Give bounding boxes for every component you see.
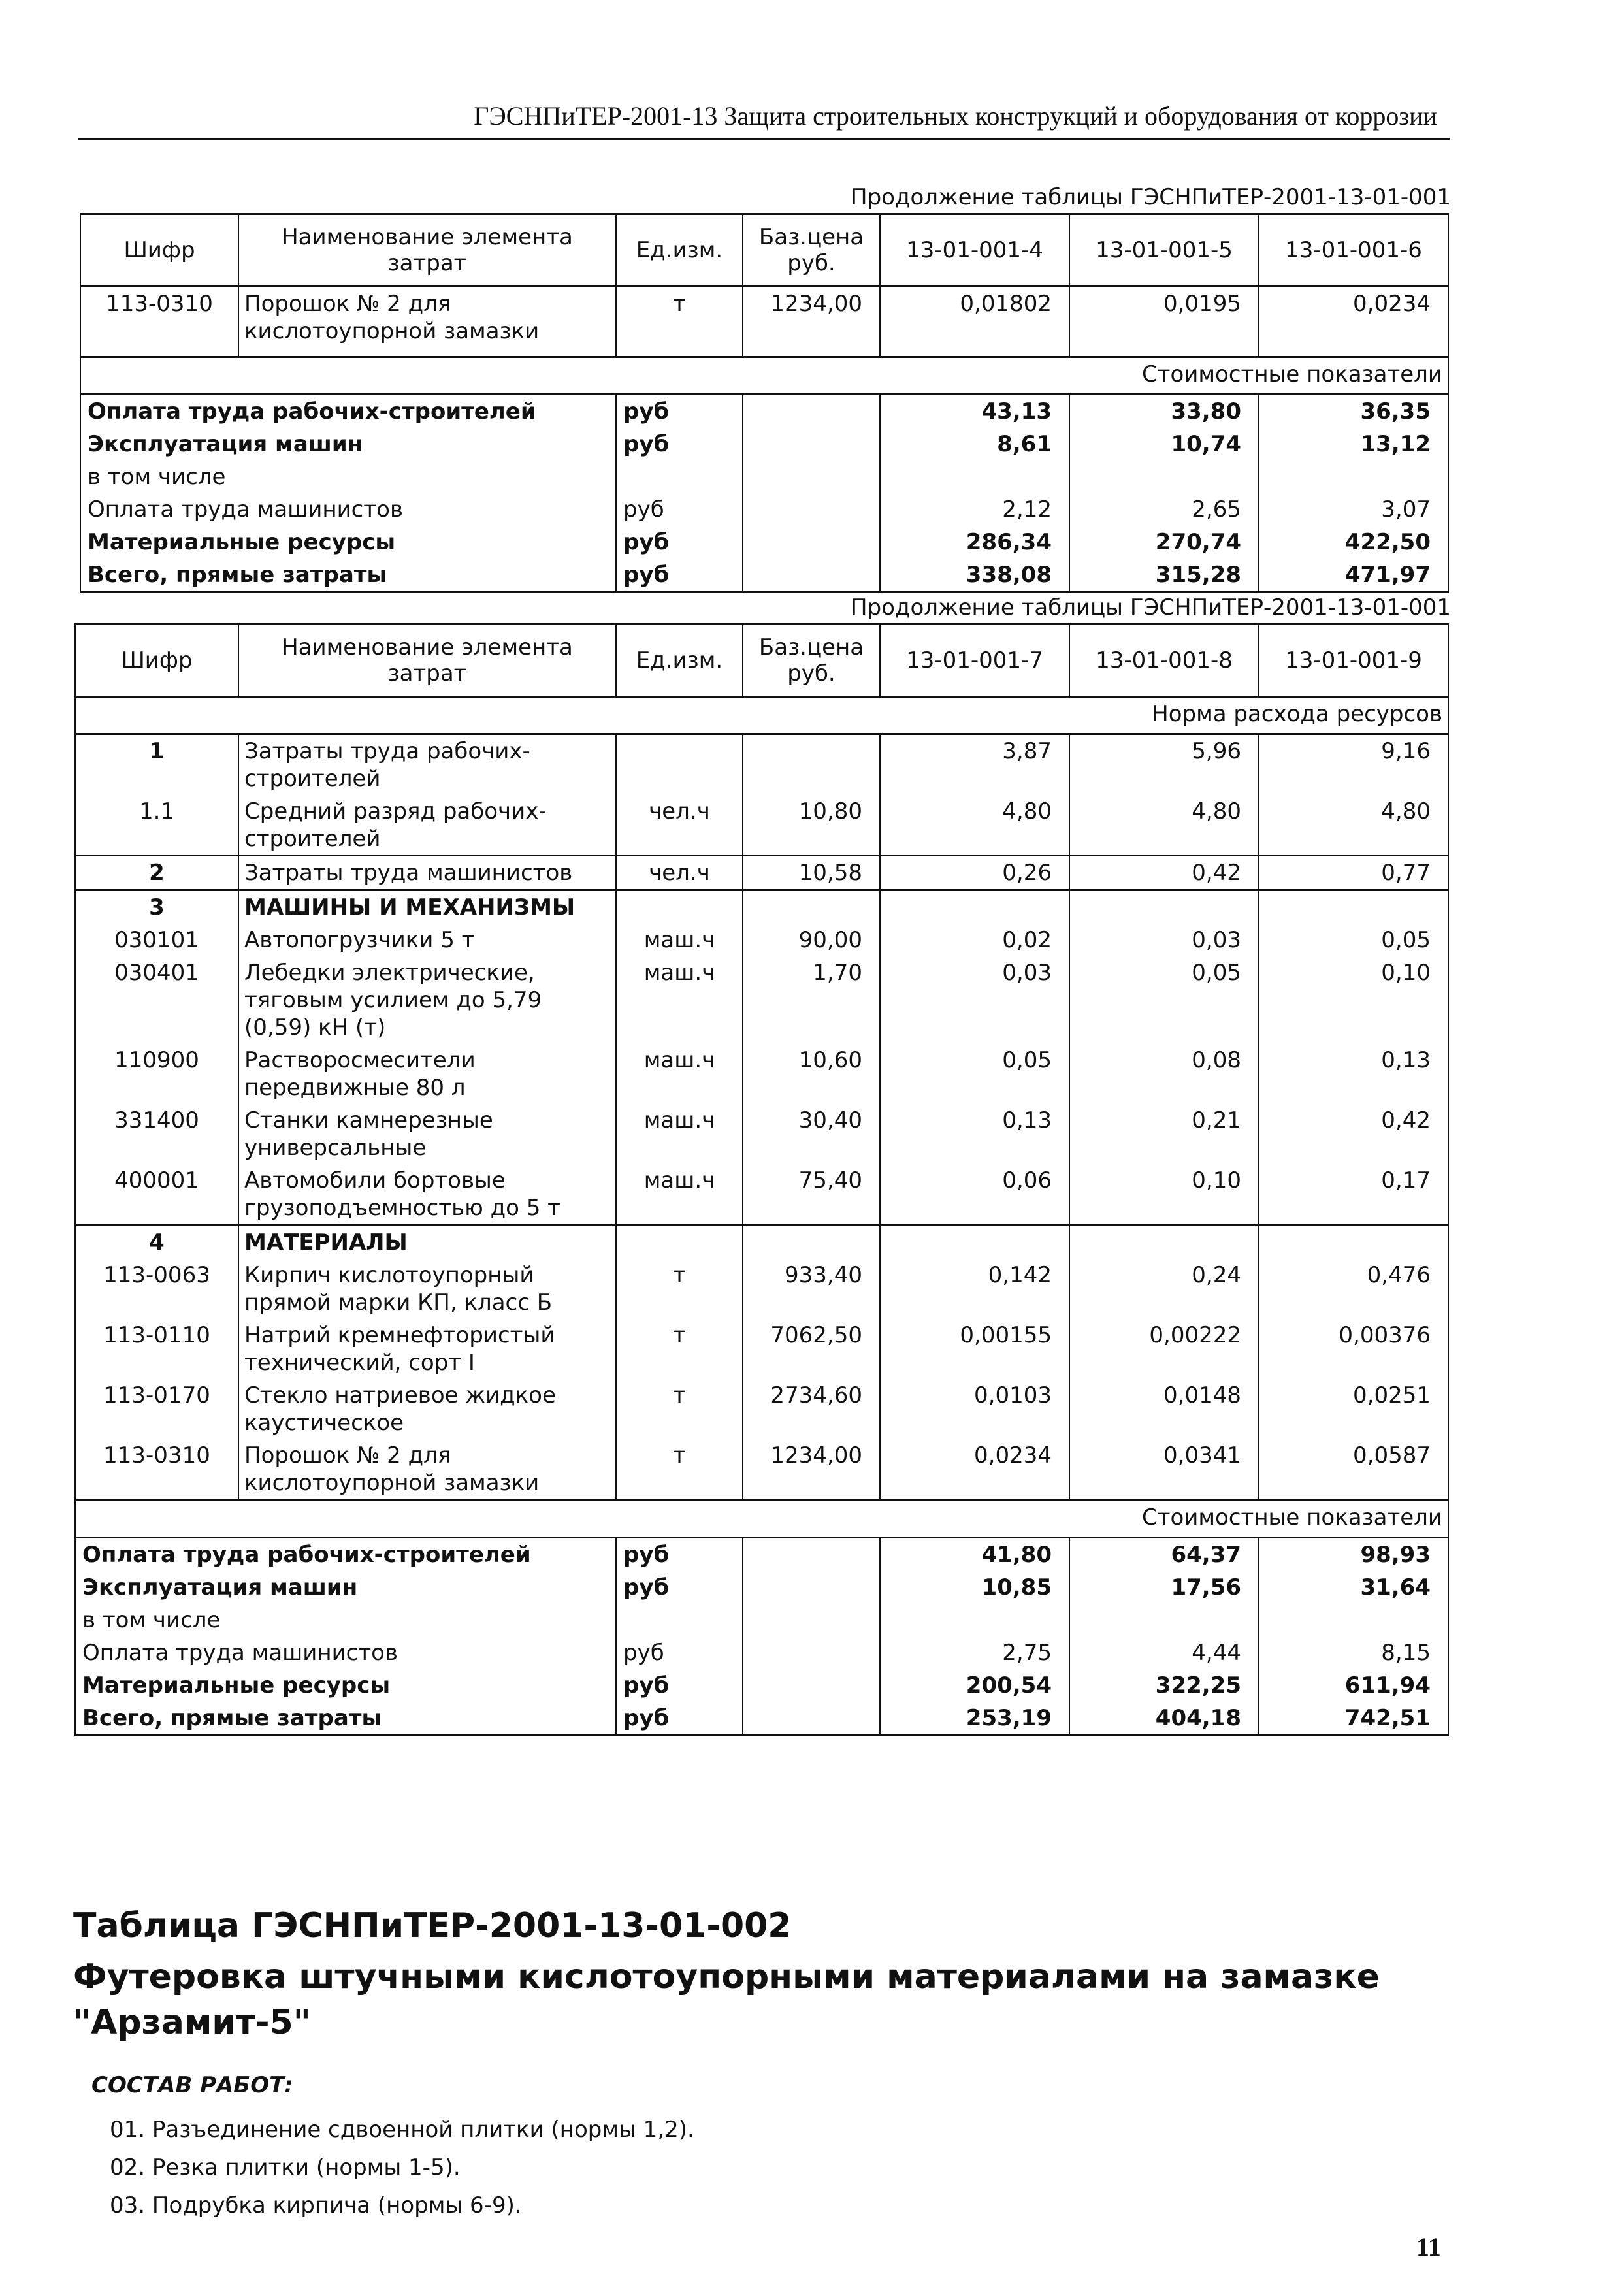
cost-row (75, 1571, 1448, 1604)
cell-value: 0,00155 (880, 1319, 1069, 1379)
cell-unit: чел.ч (616, 856, 743, 890)
cell-name: Порошок № 2 для кислотоупорной замазки (238, 287, 616, 357)
cost-empty (743, 1669, 880, 1702)
cell-name: Растворосмесители передвижные 80 л (238, 1044, 616, 1104)
cost-empty (743, 395, 880, 429)
cost-value: 17,56 (1069, 1571, 1259, 1604)
cost-unit (616, 1604, 743, 1636)
cell-code: 113-0170 (75, 1379, 238, 1439)
cell-empty (1069, 1226, 1259, 1260)
cell-name: Натрий кремнефтористый технический, сорт I (238, 1319, 616, 1379)
cell-value: 0,05 (1259, 924, 1448, 956)
section-number: 4 (75, 1226, 238, 1260)
resource-table-1 (80, 213, 1449, 593)
cell-value: 0,24 (1069, 1259, 1259, 1319)
cost-unit: руб (616, 1702, 743, 1736)
table-row (75, 924, 1448, 956)
cost-value: 64,37 (1069, 1538, 1259, 1572)
cell-name: Автопогрузчики 5 т (238, 924, 616, 956)
col-header: Шифр (75, 625, 238, 697)
cost-empty (743, 1571, 880, 1604)
cell-unit: маш.ч (616, 1164, 743, 1226)
cell-value: 0,77 (1259, 856, 1448, 890)
table-row (75, 856, 1448, 890)
cell-value: 0,01802 (880, 287, 1069, 357)
table2-caption: Продолжение таблицы ГЭСНПиТЕР-2001-13-01-001 (851, 594, 1452, 621)
cell-empty (743, 890, 880, 924)
cost-empty (743, 428, 880, 461)
cost-empty (743, 1604, 880, 1636)
cost-unit: руб (616, 395, 743, 429)
cell-unit: т (616, 1319, 743, 1379)
cost-row (80, 461, 1448, 493)
col-header: 13-01-001-8 (1069, 625, 1259, 697)
col-header: 13-01-001-7 (880, 625, 1069, 697)
cell-price: 1,70 (743, 956, 880, 1044)
cell-value: 0,05 (1069, 956, 1259, 1044)
col-header: Наименование элемента затрат (238, 214, 616, 287)
cell-name: Стекло натриевое жидкое каустическое (238, 1379, 616, 1439)
cell-value: 0,17 (1259, 1164, 1448, 1226)
section-subtitle-2: "Арзамит-5" (73, 2003, 311, 2042)
cell-value: 3,87 (880, 734, 1069, 796)
cost-row (75, 1636, 1448, 1669)
table-row (75, 734, 1448, 796)
section-subtitle: Футеровка штучными кислотоупорными материалами на замазке (73, 1957, 1380, 1996)
cost-empty (743, 1636, 880, 1669)
cost-row (80, 395, 1448, 429)
cell-unit: маш.ч (616, 924, 743, 956)
cost-unit: руб (616, 526, 743, 559)
col-header: 13-01-001-6 (1259, 214, 1448, 287)
cell-code: 113-0110 (75, 1319, 238, 1379)
cell-price: 75,40 (743, 1164, 880, 1226)
cost-value: 41,80 (880, 1538, 1069, 1572)
cost-row (80, 559, 1448, 593)
col-header: 13-01-001-9 (1259, 625, 1448, 697)
col-header: Ед.изм. (616, 214, 743, 287)
table-row (75, 1379, 1448, 1439)
cost-unit: руб (616, 1571, 743, 1604)
works-item: 02. Резка плитки (нормы 1-5). (110, 2155, 461, 2181)
section-row (75, 890, 1448, 924)
table-row (75, 795, 1448, 856)
cell-value: 0,0103 (880, 1379, 1069, 1439)
cost-value: 8,15 (1259, 1636, 1448, 1669)
table-row (75, 1319, 1448, 1379)
resource-table-2 (74, 623, 1449, 1736)
cell-value: 0,06 (880, 1164, 1069, 1226)
cell-code: 400001 (75, 1164, 238, 1226)
cost-value: 742,51 (1259, 1702, 1448, 1736)
cell-empty (616, 1226, 743, 1260)
cell-value: 0,26 (880, 856, 1069, 890)
cell-code: 331400 (75, 1104, 238, 1164)
cell-value: 0,13 (1259, 1044, 1448, 1104)
cost-value: 471,97 (1259, 559, 1448, 593)
cell-unit (616, 734, 743, 796)
cost-row (80, 493, 1448, 526)
cell-name: Станки камнерезные универсальные (238, 1104, 616, 1164)
cell-name: Средний разряд рабочих-строителей (238, 795, 616, 856)
cost-row (75, 1604, 1448, 1636)
cost-value: 422,50 (1259, 526, 1448, 559)
cell-value: 0,05 (880, 1044, 1069, 1104)
cell-name: Кирпич кислотоупорный прямой марки КП, класс Б (238, 1259, 616, 1319)
col-header: Ед.изм. (616, 625, 743, 697)
cost-label: Всего, прямые затраты (75, 1702, 616, 1736)
cell-value: 4,80 (1069, 795, 1259, 856)
cost-value: 315,28 (1069, 559, 1259, 593)
cost-unit: руб (616, 428, 743, 461)
cell-value: 0,13 (880, 1104, 1069, 1164)
col-header: 13-01-001-5 (1069, 214, 1259, 287)
section-row (75, 1226, 1448, 1260)
cell-value: 5,96 (1069, 734, 1259, 796)
group-label: Норма расхода ресурсов (75, 697, 1448, 734)
cell-value: 0,00222 (1069, 1319, 1259, 1379)
section-label: МАШИНЫ И МЕХАНИЗМЫ (238, 890, 616, 924)
cell-value: 0,03 (880, 956, 1069, 1044)
cost-value (880, 461, 1069, 493)
table-row (75, 956, 1448, 1044)
cell-value: 0,10 (1069, 1164, 1259, 1226)
table-row (75, 1104, 1448, 1164)
cost-empty (743, 526, 880, 559)
cost-unit (616, 461, 743, 493)
table-row (75, 1044, 1448, 1104)
cost-unit: руб (616, 559, 743, 593)
table-row (75, 1164, 1448, 1226)
group-label: Стоимостные показатели (80, 357, 1448, 395)
cell-value: 0,0195 (1069, 287, 1259, 357)
cost-label: Материальные ресурсы (80, 526, 616, 559)
cell-name: Лебедки электрические, тяговым усилием до 5,79 (0,59) кН (т) (238, 956, 616, 1044)
col-header: Баз.цена руб. (743, 625, 880, 697)
cell-unit: маш.ч (616, 1044, 743, 1104)
cell-price: 7062,50 (743, 1319, 880, 1379)
table-header-row (75, 625, 1448, 697)
cell-value: 4,80 (880, 795, 1069, 856)
cell-value: 0,42 (1069, 856, 1259, 890)
cell-value: 0,142 (880, 1259, 1069, 1319)
cell-code: 113-0063 (75, 1259, 238, 1319)
cost-value (1259, 461, 1448, 493)
cost-value: 286,34 (880, 526, 1069, 559)
works-heading: СОСТАВ РАБОТ: (91, 2072, 293, 2098)
cost-row (80, 428, 1448, 461)
cost-value: 13,12 (1259, 428, 1448, 461)
cell-unit: маш.ч (616, 1104, 743, 1164)
cost-row (75, 1669, 1448, 1702)
table-row (75, 1439, 1448, 1501)
cell-value: 0,0234 (1259, 287, 1448, 357)
cell-name: Порошок № 2 для кислотоупорной замазки (238, 1439, 616, 1501)
cost-value: 200,54 (880, 1669, 1069, 1702)
cost-value: 611,94 (1259, 1669, 1448, 1702)
running-header (78, 99, 1450, 140)
cell-price: 2734,60 (743, 1379, 880, 1439)
table-header-row (80, 214, 1448, 287)
cost-value: 338,08 (880, 559, 1069, 593)
cell-price: 10,80 (743, 795, 880, 856)
cost-label: в том числе (80, 461, 616, 493)
cell-empty (880, 890, 1069, 924)
cell-code: 1 (75, 734, 238, 796)
cell-unit: маш.ч (616, 956, 743, 1044)
cell-code: 030401 (75, 956, 238, 1044)
cost-value: 3,07 (1259, 493, 1448, 526)
cost-value: 33,80 (1069, 395, 1259, 429)
cost-label: Всего, прямые затраты (80, 559, 616, 593)
cell-value: 0,42 (1259, 1104, 1448, 1164)
cell-value: 9,16 (1259, 734, 1448, 796)
cost-empty (743, 559, 880, 593)
cost-empty (743, 461, 880, 493)
cell-unit: т (616, 1259, 743, 1319)
cost-value: 253,19 (880, 1702, 1069, 1736)
cell-empty (616, 890, 743, 924)
cost-unit: руб (616, 1636, 743, 1669)
cell-code: 113-0310 (80, 287, 238, 357)
section-number: 3 (75, 890, 238, 924)
cell-unit: т (616, 287, 743, 357)
cell-code: 113-0310 (75, 1439, 238, 1501)
cost-label: Оплата труда рабочих-строителей (75, 1538, 616, 1572)
cell-value: 0,08 (1069, 1044, 1259, 1104)
running-header-text: ГЭСНПиТЕР-2001-13 Защита строительных конструкций и оборудования от коррозии (474, 101, 1437, 131)
cell-value: 0,476 (1259, 1259, 1448, 1319)
cost-value (880, 1604, 1069, 1636)
cost-value: 10,74 (1069, 428, 1259, 461)
cell-value: 0,0587 (1259, 1439, 1448, 1501)
cell-value: 0,0341 (1069, 1439, 1259, 1501)
cost-label: Эксплуатация машин (75, 1571, 616, 1604)
cell-name: Затраты труда машинистов (238, 856, 616, 890)
cost-empty (743, 1702, 880, 1736)
cell-price: 933,40 (743, 1259, 880, 1319)
cell-value: 0,0251 (1259, 1379, 1448, 1439)
cell-empty (1069, 890, 1259, 924)
cell-value: 0,0234 (880, 1439, 1069, 1501)
cost-value: 322,25 (1069, 1669, 1259, 1702)
cost-value: 10,85 (880, 1571, 1069, 1604)
cost-value: 404,18 (1069, 1702, 1259, 1736)
cost-value: 31,64 (1259, 1571, 1448, 1604)
works-item: 01. Разъединение сдвоенной плитки (нормы 1,2). (110, 2117, 694, 2143)
cell-code: 110900 (75, 1044, 238, 1104)
cell-price: 90,00 (743, 924, 880, 956)
col-header: 13-01-001-4 (880, 214, 1069, 287)
cell-code: 2 (75, 856, 238, 890)
works-item: 03. Подрубка кирпича (нормы 6-9). (110, 2192, 522, 2219)
table-row (75, 1259, 1448, 1319)
table-row (80, 287, 1448, 357)
cost-label: Оплата труда машинистов (75, 1636, 616, 1669)
col-header: Шифр (80, 214, 238, 287)
page-number: 11 (1416, 2232, 1441, 2262)
cell-price: 30,40 (743, 1104, 880, 1164)
cell-value: 0,03 (1069, 924, 1259, 956)
cell-code: 030101 (75, 924, 238, 956)
section-title: Таблица ГЭСНПиТЕР-2001-13-01-002 (73, 1906, 792, 1945)
cost-label: Эксплуатация машин (80, 428, 616, 461)
group-label: Стоимостные показатели (75, 1501, 1448, 1538)
cell-price: 1234,00 (743, 287, 880, 357)
cell-value: 0,21 (1069, 1104, 1259, 1164)
cell-price: 10,58 (743, 856, 880, 890)
cost-row (75, 1702, 1448, 1736)
cell-unit: чел.ч (616, 795, 743, 856)
cell-unit: т (616, 1379, 743, 1439)
cost-label: в том числе (75, 1604, 616, 1636)
cell-empty (880, 1226, 1069, 1260)
col-header: Баз.цена руб. (743, 214, 880, 287)
cell-name: Автомобили бортовые грузоподъемностью до 5 т (238, 1164, 616, 1226)
cost-empty (743, 1538, 880, 1572)
cost-value: 270,74 (1069, 526, 1259, 559)
cost-value: 36,35 (1259, 395, 1448, 429)
cost-value (1069, 461, 1259, 493)
cell-price: 10,60 (743, 1044, 880, 1104)
cost-value (1259, 1604, 1448, 1636)
cell-value: 0,10 (1259, 956, 1448, 1044)
cell-price: 1234,00 (743, 1439, 880, 1501)
cost-unit: руб (616, 1538, 743, 1572)
group-row (75, 697, 1448, 734)
section-label: МАТЕРИАЛЫ (238, 1226, 616, 1260)
cost-empty (743, 493, 880, 526)
cost-value: 43,13 (880, 395, 1069, 429)
cost-row (80, 526, 1448, 559)
cost-unit: руб (616, 493, 743, 526)
cell-value: 0,02 (880, 924, 1069, 956)
cost-label: Оплата труда машинистов (80, 493, 616, 526)
cost-value: 2,12 (880, 493, 1069, 526)
cost-row (75, 1538, 1448, 1572)
cost-label: Материальные ресурсы (75, 1669, 616, 1702)
cell-empty (1259, 1226, 1448, 1260)
cost-value: 2,65 (1069, 493, 1259, 526)
cell-name: Затраты труда рабочих-строителей (238, 734, 616, 796)
cell-price (743, 734, 880, 796)
cell-unit: т (616, 1439, 743, 1501)
group-row (80, 357, 1448, 395)
cell-value: 0,0148 (1069, 1379, 1259, 1439)
cell-empty (743, 1226, 880, 1260)
cell-value: 4,80 (1259, 795, 1448, 856)
cost-value: 4,44 (1069, 1636, 1259, 1669)
cost-value: 98,93 (1259, 1538, 1448, 1572)
cost-unit: руб (616, 1669, 743, 1702)
cost-value: 8,61 (880, 428, 1069, 461)
cost-value (1069, 1604, 1259, 1636)
cell-code: 1.1 (75, 795, 238, 856)
cell-value: 0,00376 (1259, 1319, 1448, 1379)
table1-caption: Продолжение таблицы ГЭСНПиТЕР-2001-13-01-001 (851, 184, 1452, 210)
group-row (75, 1501, 1448, 1538)
col-header: Наименование элемента затрат (238, 625, 616, 697)
cell-empty (1259, 890, 1448, 924)
cost-label: Оплата труда рабочих-строителей (80, 395, 616, 429)
cost-value: 2,75 (880, 1636, 1069, 1669)
